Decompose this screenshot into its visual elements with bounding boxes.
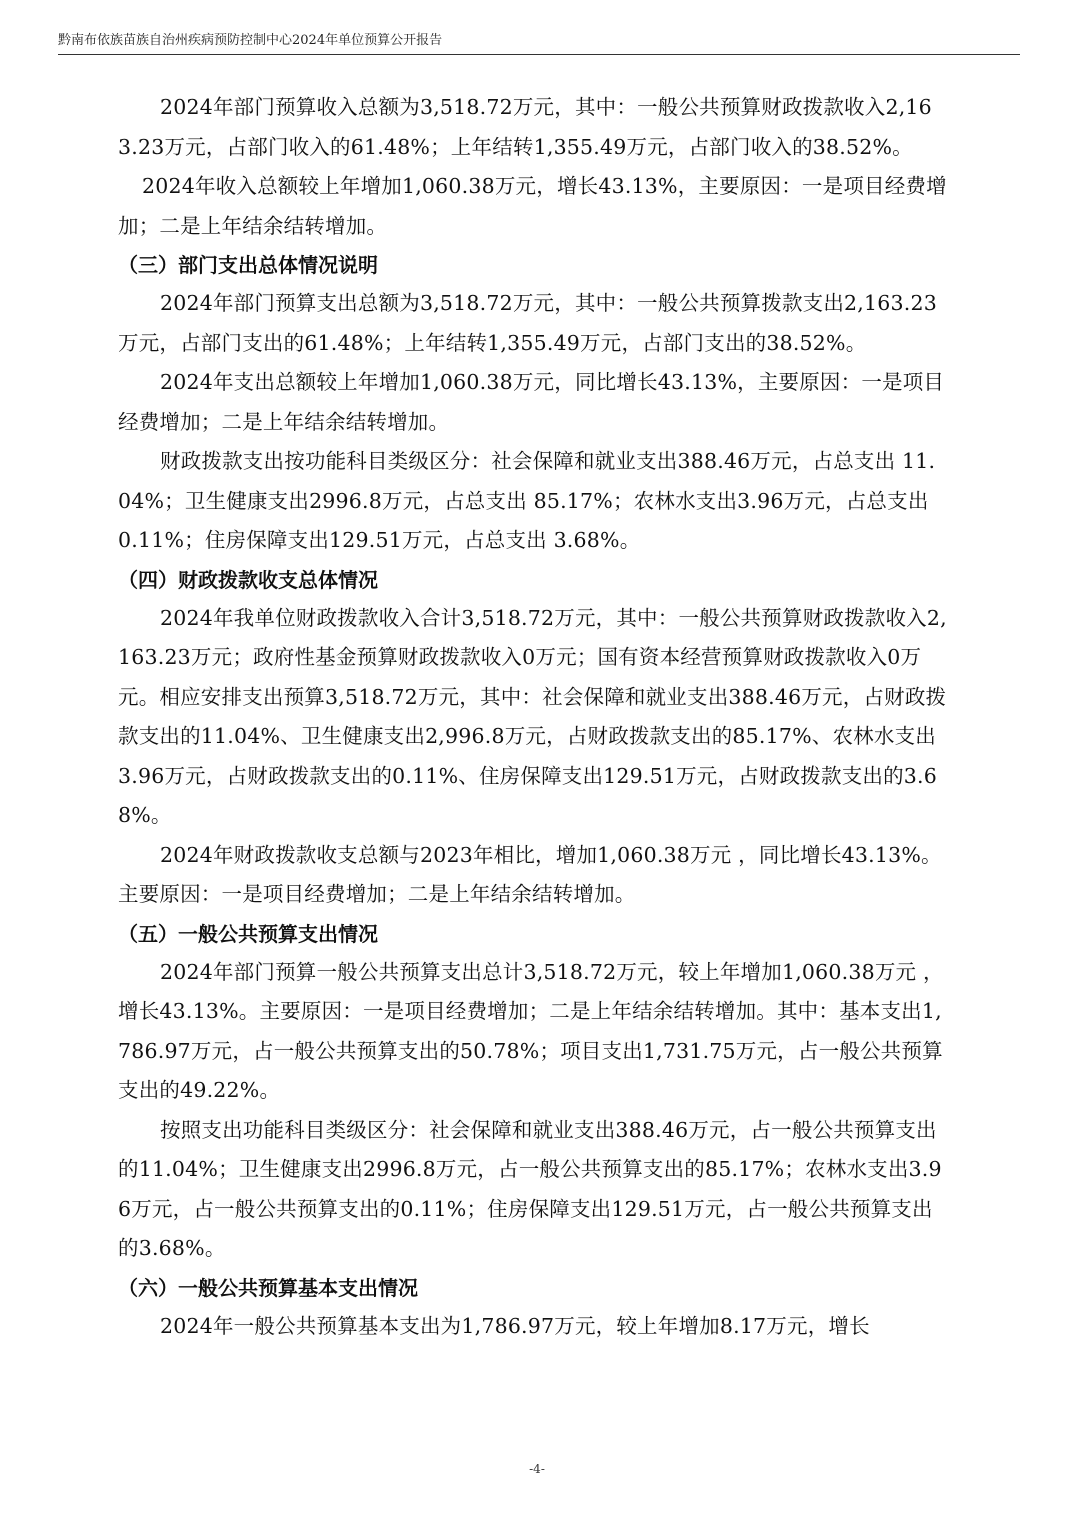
heading-section-5: （五）一般公共预算支出情况	[118, 921, 378, 946]
paragraph-expense-change: 2024年支出总额较上年增加1,060.38万元，同比增长43.13%，主要原因：一是项目经费增加；二是上年结余结转增加。	[118, 370, 945, 434]
paragraph-general-categories: 按照支出功能科目类级区分：社会保障和就业支出388.46万元，占一般公共预算支出的11.04%；卫生健康支出2996.8万元，占一般公共预算支出的85.17%；农林水支出3.96万元，占一般公共预算支出的0.11%；住房保障支出129.51万元，占一般公共预算支出的3.68%。	[118, 1117, 942, 1260]
paragraph-fiscal-change: 2024年财政拨款收支总额与2023年相比，增加1,060.38万元 ，同比增长43.13%。主要原因：一是项目经费增加；二是上年结余结转增加。	[118, 842, 942, 906]
header-divider	[58, 54, 1020, 55]
paragraph-general-total: 2024年部门预算一般公共预算支出总计3,518.72万元，较上年增加1,060.38万元 ，增长43.13%。主要原因：一是项目经费增加；二是上年结余结转增加。其中：基本支出1,786.97万元，占一般公共预算支出的50.78%；项目支出1,731.75万元，占一般公共预算支出的49.22%。	[118, 959, 944, 1102]
paragraph-income-total: 2024年部门预算收入总额为3,518.72万元，其中：一般公共预算财政拨款收入2,163.23万元，占部门收入的61.48%；上年结转1,355.49万元，占部门收入的38.52%。	[118, 95, 932, 159]
heading-section-4: （四）财政拨款收支总体情况	[118, 567, 378, 592]
document-header: 黔南布依族苗族自治州疾病预防控制中心2024年单位预算公开报告	[58, 33, 443, 48]
heading-section-6: （六）一般公共预算基本支出情况	[118, 1275, 418, 1300]
paragraph-income-change: 2024年收入总额较上年增加1,060.38万元，增长43.13%，主要原因：一是项目经费增加；二是上年结余结转增加。	[118, 174, 947, 238]
paragraph-basic-expense: 2024年一般公共预算基本支出为1,786.97万元，较上年增加8.17万元，增长	[160, 1313, 870, 1338]
heading-section-3: （三）部门支出总体情况说明	[118, 253, 378, 277]
paragraph-expense-total: 2024年部门预算支出总额为3,518.72万元，其中：一般公共预算拨款支出2,163.23万元，占部门支出的61.48%；上年结转1,355.49万元，占部门支出的38.52%。	[118, 291, 937, 355]
paragraph-fiscal-total: 2024年我单位财政拨款收入合计3,518.72万元，其中：一般公共预算财政拨款收入2,163.23万元；政府性基金预算财政拨款收入0万元；国有资本经营预算财政拨款收入0万元。相应安排支出预算3,518.72万元，其中：社会保障和就业支出388.46万元，占财政拨款支出的11.04%、卫生健康支出2,996.8万元，占财政拨款支出的85.17%、农林水支出3.96万元，占财政拨款支出的0.11%、住房保障支出129.51万元，占财政拨款支出的3.68%。	[118, 605, 947, 827]
paragraph-expense-categories: 财政拨款支出按功能科目类级区分：社会保障和就业支出388.46万元，占总支出 11.04%；卫生健康支出2996.8万元，占总支出 85.17%；农林水支出3.96万元，占总支出 0.11%；住房保障支出129.51万元，占总支出 3.68%。	[118, 449, 936, 552]
page-number: -4-	[529, 1462, 545, 1476]
document-body	[118, 88, 948, 1346]
